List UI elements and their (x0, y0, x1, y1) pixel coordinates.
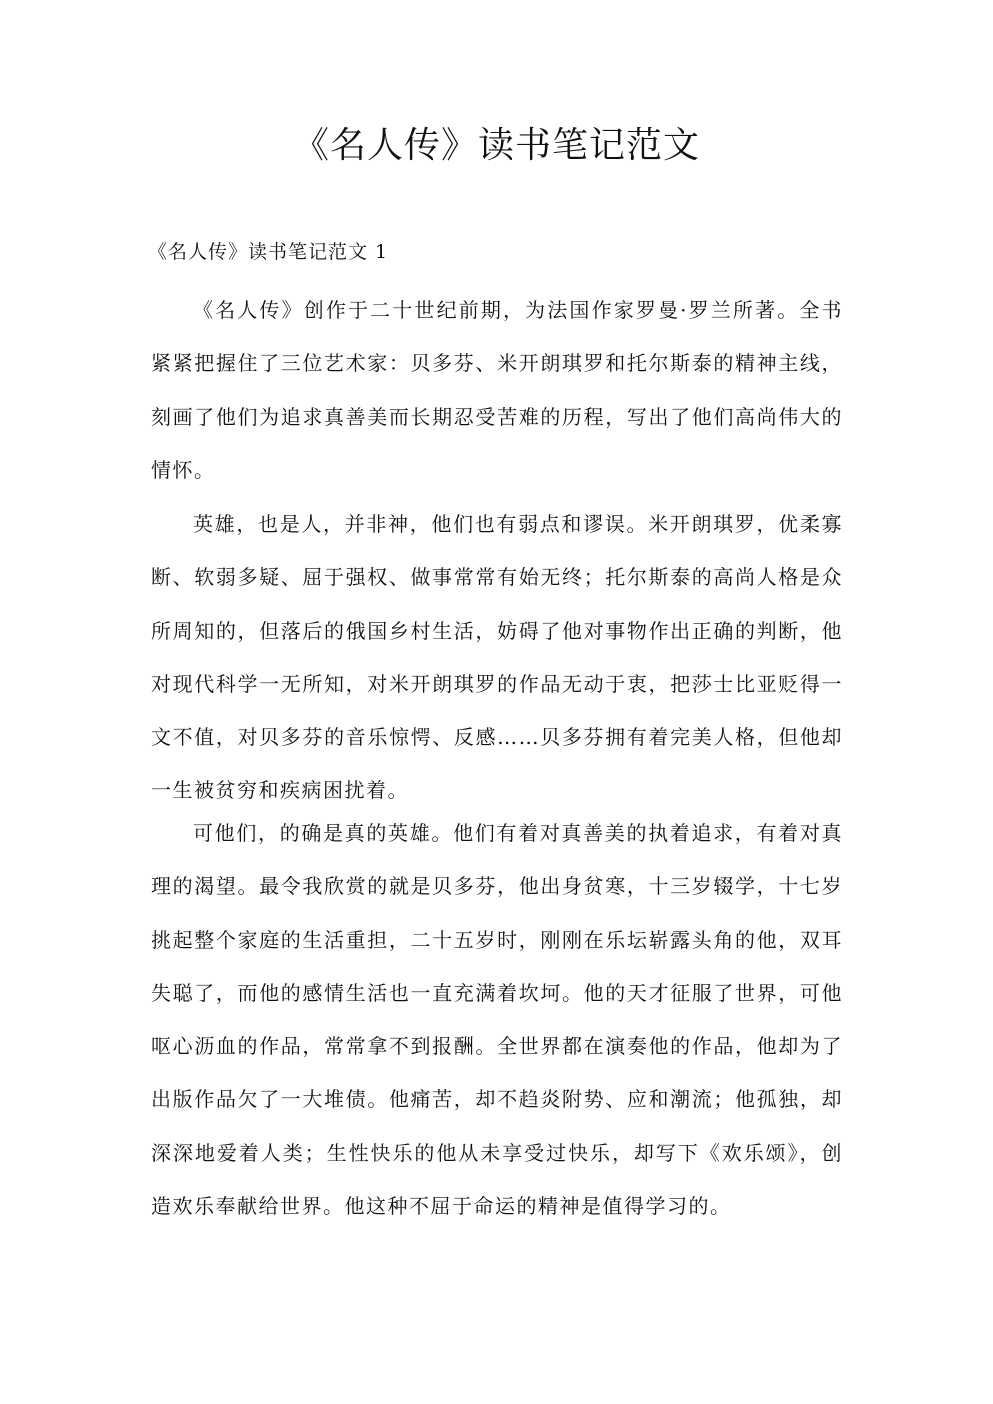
section-heading: 《名人传》读书笔记范文 1 (148, 241, 389, 263)
paragraph-3: 可他们，的确是真的英雄。他们有着对真善美的执着追求，有着对真理的渴望。最令我欣赏的就是贝多芬，他出身贫寒，十三岁辍学，十七岁挑起整个家庭的生活重担，二十五岁时，刚刚在乐坛崭露头角的他，双耳失聪了，而他的感情生活也一直充满着坎坷。他的天才征服了世界，可他呕心沥血的作品，常常拿不到报酬。全世界都在演奏他的作品，他却为了出版作品欠了一大堆债。他痛苦，却不趋炎附势、应和潮流；他孤独，却深深地爱着人类；生性快乐的他从未享受过快乐，却写下《欢乐颂》，创造欢乐奉献给世界。他这种不屈于命运的精神是值得学习的。 (151, 821, 843, 1219)
document-title: 《名人传》读书笔记范文 (292, 125, 700, 166)
paragraph-2: 英雄，也是人，并非神，他们也有弱点和谬误。米开朗琪罗，优柔寡断、软弱多疑、屈于强权、做事常常有始无终；托尔斯泰的高尚人格是众所周知的，但落后的俄国乡村生活，妨碍了他对事物作出正确的判断，他对现代科学一无所知，对米开朗琪罗的作品无动于衷，把莎士比亚贬得一文不值，对贝多芬的音乐惊愕、反感……贝多芬拥有着完美人格，但他却一生被贫穷和疾病困扰着。 (151, 512, 843, 803)
paragraph-1: 《名人传》创作于二十世纪前期，为法国作家罗曼·罗兰所著。全书紧紧把握住了三位艺术家：贝多芬、米开朗琪罗和托尔斯泰的精神主线，刻画了他们为追求真善美而长期忍受苦难的历程，写出了他们高尚伟大的情怀。 (151, 298, 843, 482)
